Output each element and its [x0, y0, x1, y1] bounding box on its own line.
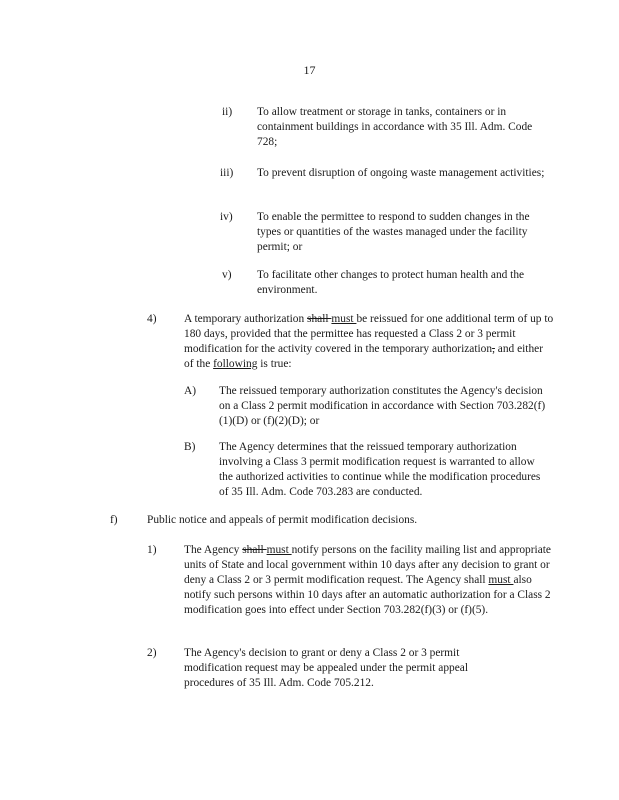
item-label: 4) [147, 313, 157, 325]
item-text: The Agency's decision to grant or deny a Class 2 or 3 permit modification request may be appealed under the permit appeal procedures of 35 Ill. Adm. Code 705.212. [184, 647, 469, 689]
item-label: A) [184, 385, 197, 397]
item-label: iv) [220, 211, 233, 223]
item-label: f) [110, 514, 118, 526]
item-text: Public notice and appeals of permit modification decisions. [147, 514, 418, 526]
inserted-text: must [331, 313, 357, 325]
item-text: The Agency determines that the reissued temporary authorization involving a Class 3 permit modification request is warranted to allow the authorized activities to continue while the modification procedures of 35 Ill. Adm. Code 703.283 are conducted. [219, 441, 541, 498]
item-label: 2) [147, 647, 157, 659]
item-label: v) [222, 269, 232, 281]
item-text: To enable the permittee to respond to sudden changes in the types or quantities of the wastes managed under the facility permit; or [257, 211, 530, 253]
item-text: To allow treatment or storage in tanks, containers or in containment buildings in accordance with 35 Ill. Adm. Code 728; [257, 106, 533, 148]
item-label: ii) [222, 106, 233, 118]
item-text: The reissued temporary authorization constitutes the Agency's decision on a Class 2 permit modification in accordance with Section 703.282(f)(1)(D) or (f)(2)(D); or [219, 385, 546, 427]
struck-text: , [492, 342, 495, 355]
inserted-text: must [266, 544, 292, 556]
item-text: A temporary authorization shall must be reissued for one additional term of up to 180 days, provided that the permittee has requested a Class 2 or 3 permit modification for the activity covered in the temporary authorization, and either of the following is true: [184, 313, 554, 370]
item-text: The Agency shall must notify persons on the facility mailing list and appropriate units of State and local government within 10 days after any decision to grant or deny a Class 2 or 3 permit modification request. The Agency shall must also notify such persons within 10 days after an automatic authorization for a Class 2 modification goes into effect under Section 703.282(f)(3) or (f)(5). [184, 544, 551, 616]
item-label: B) [184, 441, 196, 453]
struck-text: shall [242, 544, 267, 556]
item-text: To prevent disruption of ongoing waste management activities; [257, 167, 545, 179]
struck-text: shall [307, 313, 332, 325]
inserted-text: must [488, 573, 514, 586]
item-label: iii) [220, 167, 234, 179]
item-label: 1) [147, 544, 157, 556]
inserted-text: following [213, 357, 258, 370]
page-number: 17 [303, 63, 316, 77]
item-text: To facilitate other changes to protect human health and the environment. [257, 269, 525, 296]
